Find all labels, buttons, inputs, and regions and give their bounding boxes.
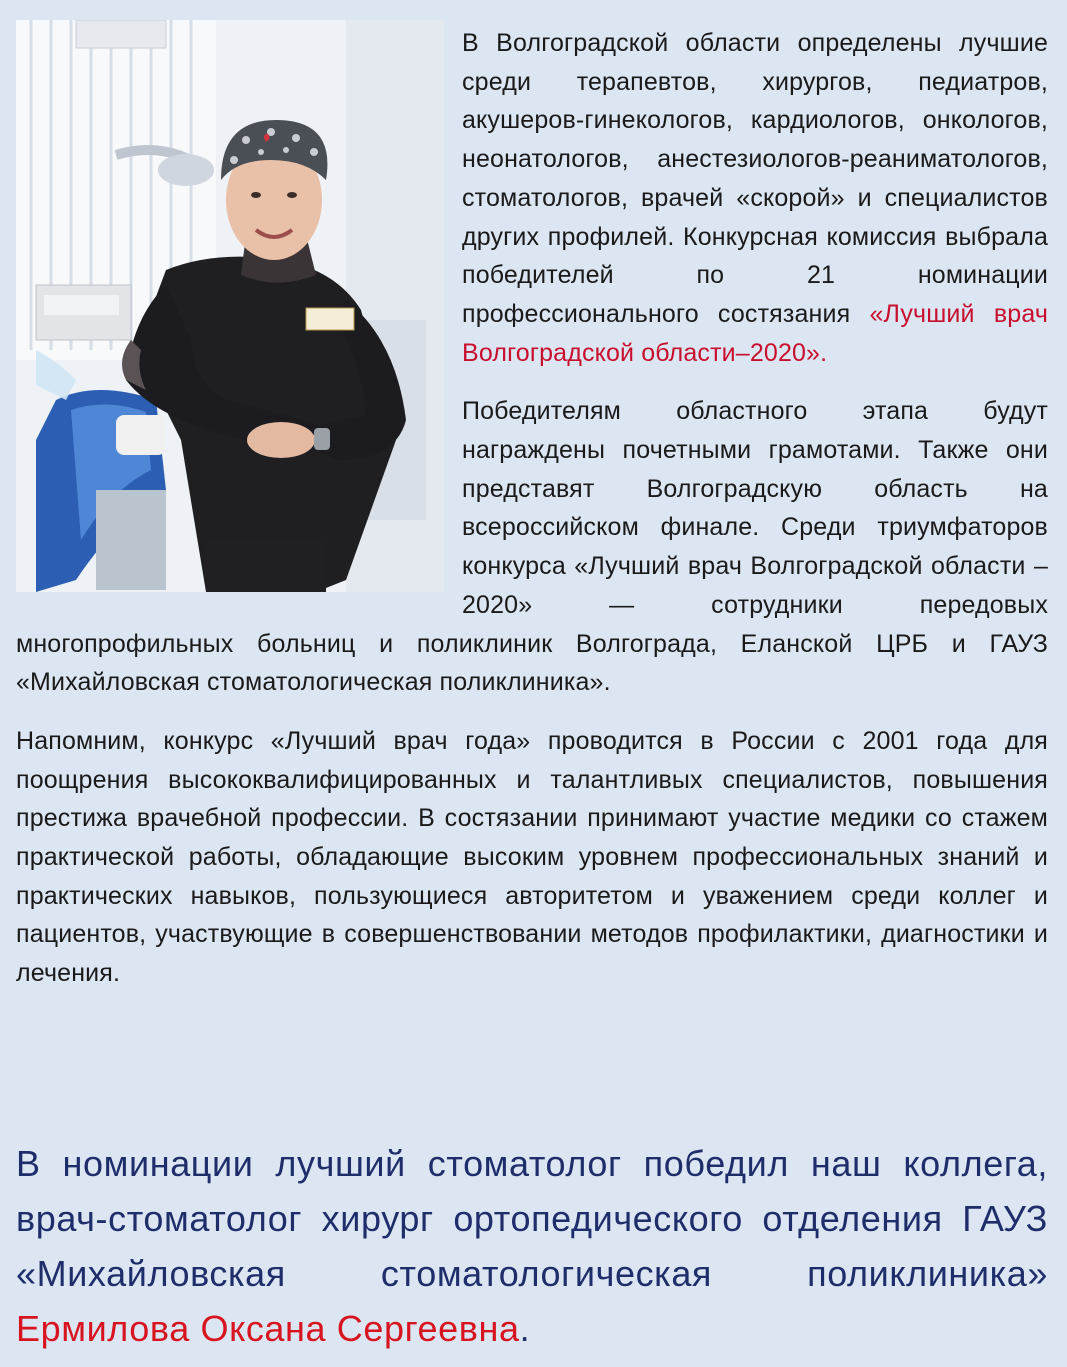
article-body (16, 24, 1048, 993)
intro-text: В Волгоградской области определены лучшие среди терапевтов, хирургов, педиатров, акушеров-гинекологов, кардиологов, онкологов, неонатологов, анестезиологов-реаниматологов, стоматологов, врачей «скорой» и специалистов других профилей. Конкурсная комиссия выбрала победителей по 21 номинации профессионального состязания (462, 29, 1048, 328)
photo-spacer (16, 24, 462, 606)
winner-announcement-text: В номинации лучший стоматолог победил наш коллега, врач-стоматолог хирург ортопедического отделения ГАУЗ «Михайловская стоматологическая поликлиника» (16, 1143, 1048, 1294)
awards-paragraph: Победителям областного этапа будут награждены почетными грамотами. Также они представят Волгоградскую область на всероссийском финале. Среди триумфаторов конкурса «Лучший врач Волгоградской области – 2020» — сотрудники передовых многопрофильных больниц и поликлиник Волгограда, Еланской ЦРБ и ГАУЗ «Михайловская стоматологическая поликлиника». (16, 397, 1048, 697)
winner-announcement-end: . (519, 1308, 531, 1349)
history-paragraph: Напомним, конкурс «Лучший врач года» проводится в России с 2001 года для поощрения высококвалифицированных и талантливых специалистов, повышения престижа врачебной профессии. В состязании принимают участие медики со стажем практической работы, обладающие высоким уровнем профессиональных знаний и практических навыков, пользующиеся авторитетом и уважением среди коллег и пациентов, участвующие в совершенствовании методов профилактики, диагностики и лечения. (16, 726, 1048, 988)
winner-announcement (16, 1136, 1048, 1356)
winner-name: Ермилова Оксана Сергеевна (16, 1308, 520, 1349)
contest-name: «Лучший врач Волгоградской области–2020». (462, 299, 1048, 367)
